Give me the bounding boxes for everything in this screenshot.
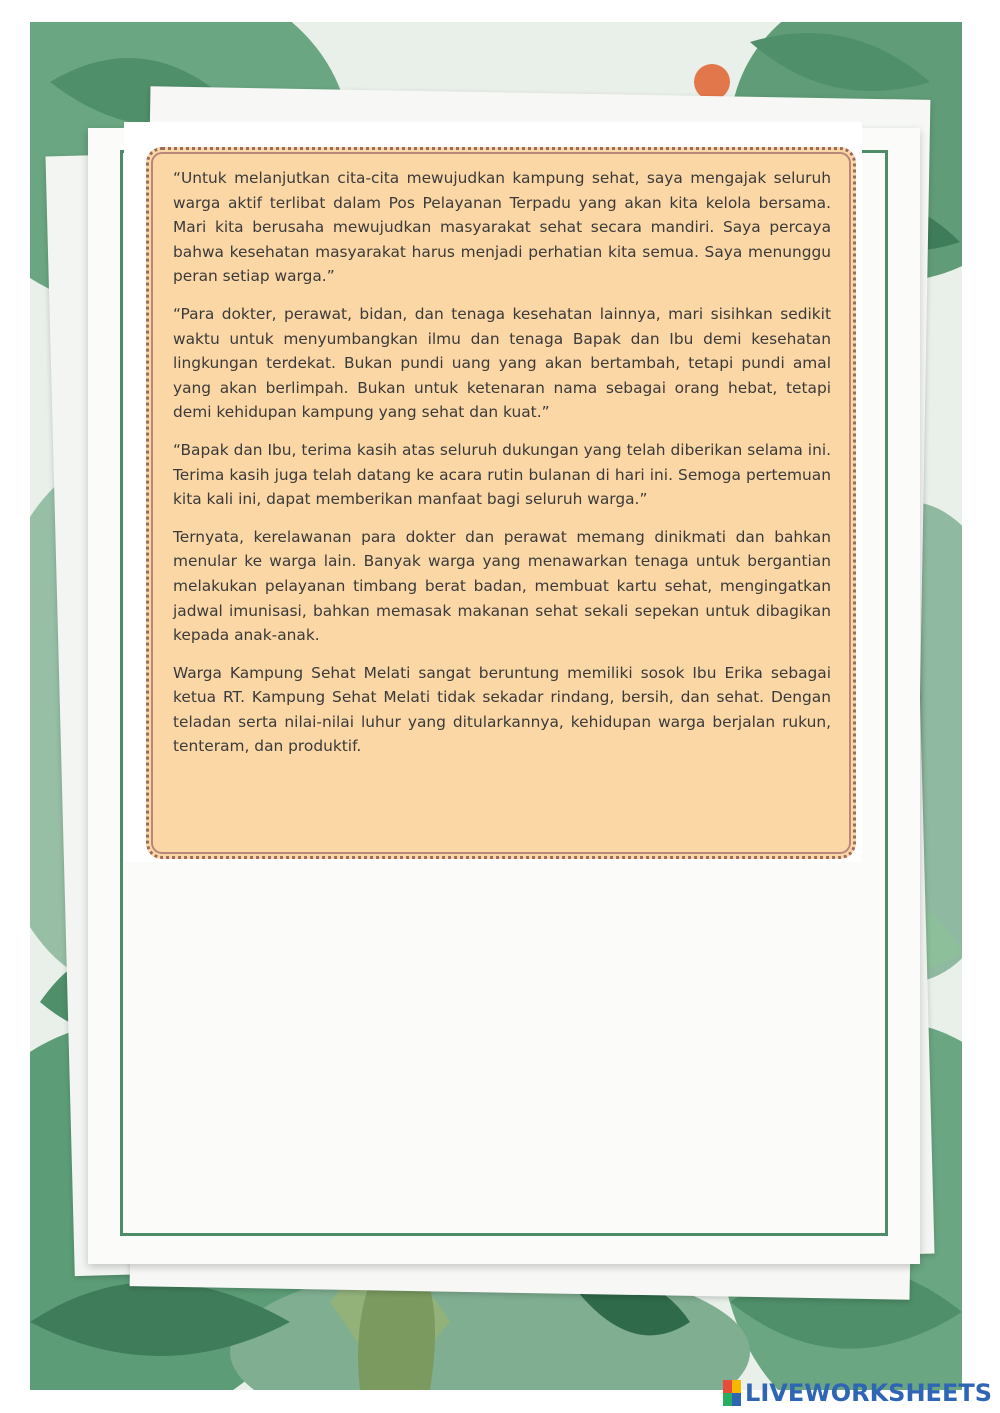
watermark-text: LIVEWORKSHEETS — [745, 1379, 992, 1407]
passage-paragraph-2: “Para dokter, perawat, bidan, dan tenaga kesehatan lainnya, mari sisihkan sedikit waktu untuk menyumbangkan ilmu dan tenaga Bapak dan Ibu demi kesehatan lingkungan terdekat. Bukan pundi uang yang akan bertambah, tetapi pundi amal yang akan berlimpah. Bukan untuk ketenaran nama sebagai orang hebat, tetapi demi kehidupan kampung yang sehat dan kuat.” — [173, 304, 831, 422]
passage-paragraph-1: “Untuk melanjutkan cita-cita mewujudkan kampung sehat, saya mengajak seluruh warga aktif terlibat dalam Pos Pelayanan Terpadu yang akan kita kelola bersama. Mari kita berusaha mewujudkan masyarakat sehat secara mandiri. Saya percaya bahwa kesehatan masyarakat harus menjadi perhatian kita semua. Saya menunggu peran setiap warga.” — [173, 169, 831, 286]
passage-paragraph-5: Warga Kampung Sehat Melati sangat beruntung memiliki sosok Ibu Erika sebagai ketua RT. Kampung Sehat Melati tidak sekadar rindang, bersih, dan sehat. Dengan teladan serta nilai-nilai luhur yang ditularkannya, kehidupan warga berjalan rukun, tenteram, dan produktif. — [173, 663, 831, 756]
passage-paragraph-4: Ternyata, kerelawanan para dokter dan perawat memang dinikmati dan bahkan menular ke warga lain. Banyak warga yang menawarkan tenaga untuk bergantian melakukan pelayanan timbang berat badan, membuat kartu sehat, mengingatkan jadwal imunisasi, bahkan memasak makanan sehat sekali sepekan untuk dibagikan kepada anak-anak. — [173, 527, 831, 645]
liveworksheets-watermark — [723, 1376, 992, 1410]
passage-paragraph-3: “Bapak dan Ibu, terima kasih atas seluruh dukungan yang telah diberikan selama ini. Terima kasih juga telah datang ke acara rutin bulanan di hari ini. Semoga pertemuan kita kali ini, dapat memberikan manfaat bagi seluruh warga.” — [173, 440, 831, 509]
reading-passage-box — [146, 147, 856, 859]
liveworksheets-logo-icon — [723, 1380, 741, 1406]
